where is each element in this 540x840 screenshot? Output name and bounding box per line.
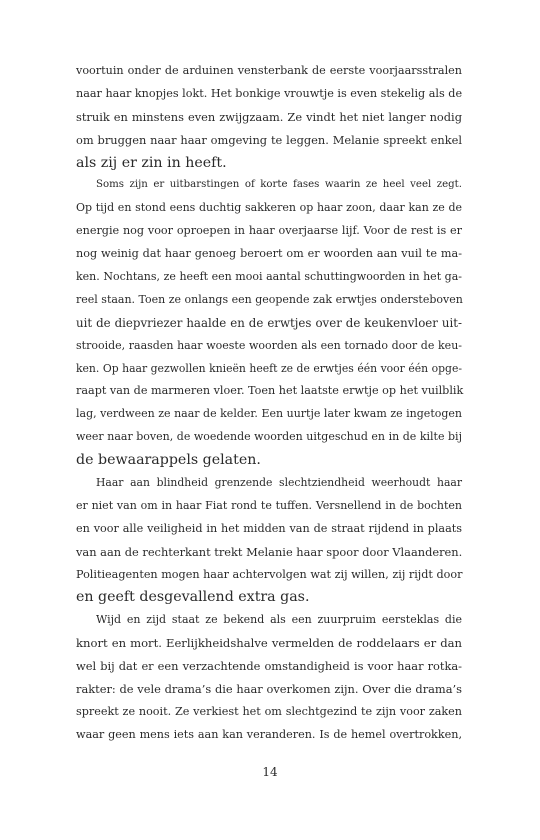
- text-line: en geeft desgevallend extra gas.: [76, 589, 310, 606]
- text-line: als zij er zin in heeft.: [76, 154, 227, 171]
- text-line: er niet van om in haar Fiat rond te tuffen. Versnellend in de bochten: [76, 498, 462, 512]
- paragraph: [76, 472, 462, 609]
- text-line: Haar aan blindheid grenzende slechtziendheid weerhoudt haar: [96, 476, 462, 490]
- text-line: struik en minstens even zwijgzaam. Ze vindt het niet langer nodig: [76, 109, 462, 124]
- paragraph: [76, 60, 462, 174]
- text-line: nog weinig dat haar genoeg beroert om er woorden aan vuil te ma-: [76, 247, 462, 261]
- text-line: uit de diepvriezer haalde en de erwtjes over de keukenvloer uit-: [76, 315, 462, 330]
- text-line: om bruggen naar haar omgeving te leggen. Melanie spreekt enkel: [76, 132, 462, 147]
- text-line: naar haar knopjes lokt. Het bonkige vrouwtje is even stekelig als de: [76, 86, 463, 100]
- text-line: strooide, raasden haar woeste woorden als een tornado door de keu-: [76, 338, 462, 352]
- text-line: ken. Nochtans, ze heeft een mooi aantal schuttingwoorden in het ga-: [76, 270, 462, 284]
- text-line: van aan de rechterkant trekt Melanie haar spoor door Vlaanderen.: [76, 544, 463, 559]
- text-line: de bewaarappels gelaten.: [76, 452, 261, 469]
- text-line: en voor alle veiligheid in het midden van de straat rijdend in plaats: [76, 521, 462, 535]
- body-text: [76, 60, 462, 747]
- text-line: lag, verdween ze naar de kelder. Een uurtje later kwam ze ingetogen: [76, 407, 462, 421]
- text-line: spreekt ze nooit. Ze verkiest het om slechtgezind te zijn voor zaken: [76, 704, 462, 718]
- text-line: Politieagenten mogen haar achtervolgen wat zij willen, zij rijdt door: [76, 567, 463, 581]
- page-number: 14: [262, 765, 278, 779]
- text-line: voortuin onder de arduinen vensterbank de eerste voorjaarsstralen: [76, 64, 462, 77]
- text-line: reel staan. Toen ze onlangs een geopende zak erwtjes ondersteboven: [76, 292, 463, 306]
- text-line: rakter: de vele drama’s die haar overkomen zijn. Over die drama’s: [76, 682, 462, 697]
- text-line: raapt van de marmeren vloer. Toen het laatste erwtje op het vuilblik: [76, 384, 464, 398]
- text-line: Op tijd en stond eens duchtig sakkeren op haar zoon, daar kan ze de: [76, 201, 462, 215]
- text-line: Soms zijn er uitbarstingen of korte fases waarin ze heel veel zegt.: [96, 179, 462, 191]
- text-line: wel bij dat er een verzachtende omstandigheid is voor haar rotka-: [76, 659, 462, 674]
- text-line: ken. Op haar gezwollen knieën heeft ze de erwtjes één voor één opge-: [76, 361, 462, 375]
- text-line: knort en mort. Eerlijkheidshalve vermelden de roddelaars er dan: [76, 636, 462, 651]
- paragraph: [76, 174, 462, 472]
- text-line: energie nog voor oproepen in haar overjaarse lijf. Voor de rest is er: [76, 224, 462, 238]
- text-line: weer naar boven, de woedende woorden uitgeschud en in de kilte bij: [76, 430, 462, 444]
- text-line: Wijd en zijd staat ze bekend als een zuurpruim eersteklas die: [96, 613, 462, 627]
- paragraph: [76, 609, 462, 746]
- text-line: waar geen mens iets aan kan veranderen. Is de hemel overtrokken,: [76, 727, 462, 741]
